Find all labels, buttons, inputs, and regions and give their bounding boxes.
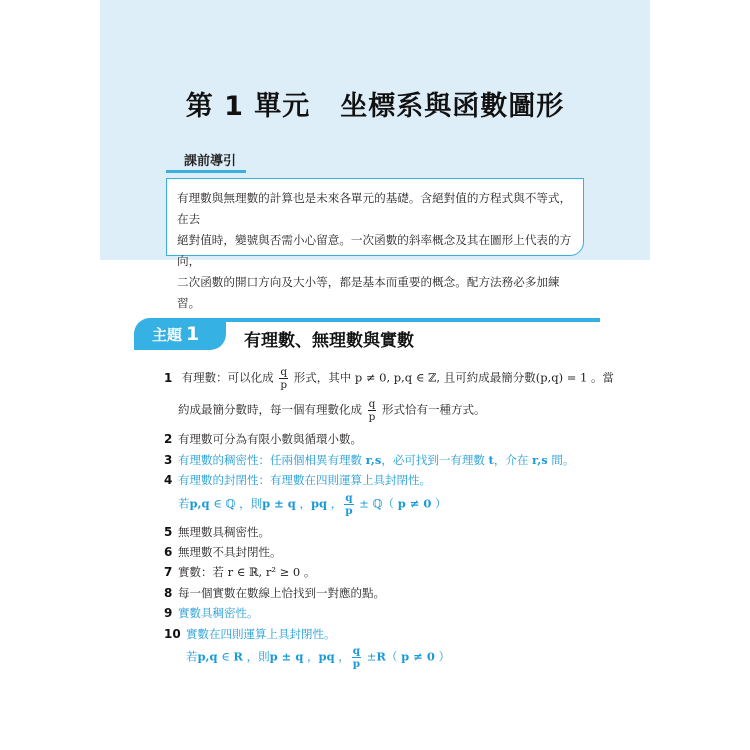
item-text: 有理數的封閉性：有理數在四則運算上具封閉性。	[178, 473, 431, 487]
intro-box	[166, 178, 584, 310]
item-text: 每一個實數在數線上恰找到一對應的點。	[178, 586, 385, 600]
list-item	[164, 563, 315, 581]
item-number: 10	[164, 627, 181, 641]
item-text: 有理數的稠密性：任兩個相異有理數	[178, 453, 366, 467]
item-number: 2	[164, 432, 173, 446]
list-item	[164, 523, 270, 541]
intro-line: 二次函數的開口方向及大小等，都是基本而重要的概念。配方法務必多加練習。	[177, 275, 560, 310]
fraction-numerator: q	[352, 645, 361, 657]
fraction-denominator: p	[368, 411, 376, 423]
item-continuation	[178, 398, 486, 423]
fraction-denominator: p	[280, 379, 288, 391]
list-item	[164, 625, 336, 643]
list-item	[164, 430, 362, 448]
list-item	[164, 366, 614, 391]
item-number: 9	[164, 606, 173, 620]
item-number: 5	[164, 525, 173, 539]
formula-text: 若	[186, 649, 198, 664]
item-number: 1	[164, 370, 173, 385]
formula-text: 若	[178, 496, 190, 511]
list-item	[164, 604, 259, 622]
formula-text: ）	[434, 649, 450, 664]
topic-tab-number: 1	[186, 323, 200, 345]
math-var: t	[488, 453, 494, 467]
item-text: 間。	[547, 453, 575, 467]
item-text: 有理數可分為有限小數與循環小數。	[178, 432, 362, 446]
math-var: R	[376, 649, 386, 664]
intro-line: 絕對值時，變號與否需小心留意。一次函數的斜率概念及其在圖形上代表的方向，	[177, 233, 572, 268]
math-var: r,s	[531, 453, 548, 467]
item-number: 8	[164, 586, 173, 600]
intro-line: 有理數與無理數的計算也是未來各單元的基礎。含絕對值的方程式與不等式，在去	[177, 191, 572, 226]
unit-name: 坐標系與函數圖形	[340, 91, 565, 122]
fraction-denominator: p	[352, 658, 361, 670]
list-item	[164, 451, 574, 469]
math-var: p ≠ 0	[397, 496, 432, 511]
fraction-q-over-p	[368, 398, 377, 423]
list-item	[164, 584, 385, 602]
formula-text: ± ℚ（	[355, 496, 398, 511]
math-var: pq	[310, 496, 328, 511]
fraction-numerator: q	[280, 366, 288, 378]
item-text: 形式，其中 p ≠ 0, p,q ∈ ℤ, 且可約成最簡分數(p,q) = 1 。當	[293, 370, 614, 385]
math-var: R	[233, 649, 243, 664]
math-var: p,q	[189, 496, 210, 511]
math-var: p,q	[197, 649, 218, 664]
list-item	[164, 543, 282, 561]
unit-title	[100, 84, 650, 123]
item-number: 3	[164, 453, 173, 467]
formula-text: ∈	[217, 649, 234, 664]
math-var: p ≠ 0	[401, 649, 435, 664]
formula-text: （	[385, 649, 402, 664]
item-number: 4	[164, 473, 173, 487]
formula-text: ）	[431, 496, 447, 511]
fraction-numerator: q	[345, 492, 353, 504]
fraction-q-over-p	[352, 645, 361, 670]
list-item	[164, 471, 431, 489]
formula-text: ±	[363, 649, 377, 664]
item-text: ，介在	[493, 453, 532, 467]
closure-formula-real	[186, 645, 450, 670]
item-text: 實數在四則運算上具封閉性。	[186, 627, 336, 641]
fraction-numerator: q	[368, 398, 376, 410]
item-text: 實數具稠密性。	[178, 606, 259, 620]
formula-text: ，	[303, 649, 319, 664]
topic-tab-label: 主題	[152, 326, 183, 344]
item-text: 形式恰有一種方式。	[382, 402, 486, 417]
formula-text: ，	[295, 496, 311, 511]
item-text: 無理數具稠密性。	[178, 525, 270, 539]
item-number: 7	[164, 565, 173, 579]
formula-text: ，	[334, 649, 350, 664]
item-text: 約成最簡分數時，每一個有理數化成	[178, 402, 362, 417]
fraction-q-over-p	[279, 366, 288, 391]
closure-formula-rational	[178, 492, 447, 517]
item-text: 有理數：可以化成	[181, 370, 274, 385]
fraction-q-over-p	[344, 492, 353, 517]
preview-label: 課前導引	[184, 154, 237, 169]
preview-underline	[166, 170, 246, 173]
topic-rule	[226, 318, 600, 322]
item-number: 6	[164, 545, 173, 559]
formula-text: ，則	[242, 649, 270, 664]
item-text: 實數：若 r ∈ ℝ, r² ≥ 0 。	[178, 565, 316, 579]
unit-number: 第 1 單元	[185, 91, 311, 122]
topic-tab	[134, 318, 226, 350]
math-var: pq	[318, 649, 335, 664]
fraction-denominator: p	[345, 505, 353, 517]
math-var: p ± q	[269, 649, 304, 664]
item-text: 無理數不具封閉性。	[178, 545, 282, 559]
item-text: ，必可找到一有理數	[381, 453, 489, 467]
formula-text: ，	[327, 496, 343, 511]
math-var: p ± q	[262, 496, 296, 511]
formula-text: ∈ ℚ ，則	[209, 496, 263, 511]
topic-title: 有理數、無理數與實數	[244, 331, 414, 351]
math-var: r,s	[365, 453, 382, 467]
